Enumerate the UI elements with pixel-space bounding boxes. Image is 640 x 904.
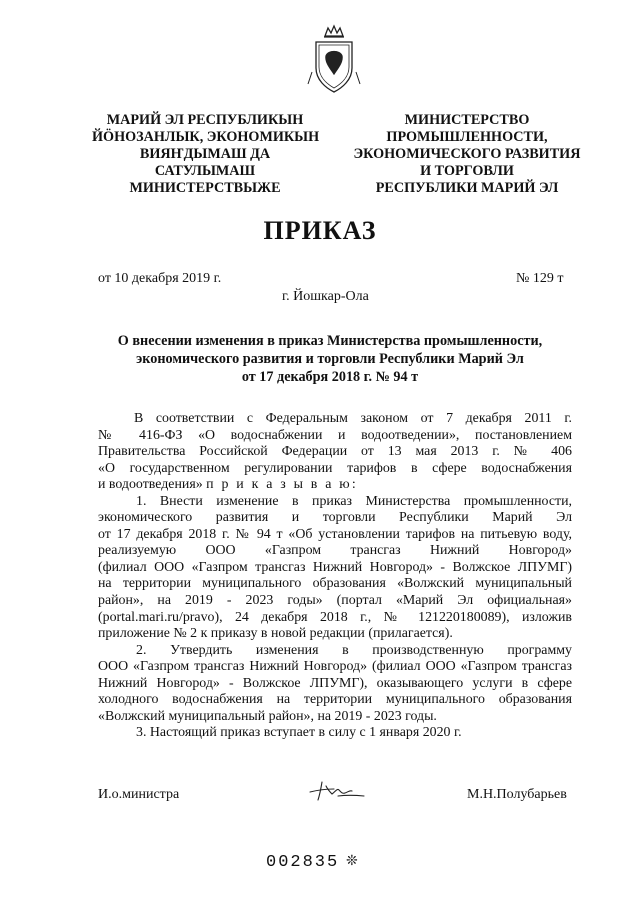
header-russian-line: МИНИСТЕРСТВО bbox=[404, 112, 530, 128]
item-1-line: на территории муниципального образования «Волжский муниципальный bbox=[98, 576, 572, 592]
item-2-line: Нижний Новгород» - Волжское ЛПУМГ), оказывающего услуги в сфере bbox=[98, 675, 572, 691]
header-marian-line: ВИЯҤДЫМАШ ДА bbox=[139, 146, 271, 162]
document-title: ПРИКАЗ bbox=[263, 216, 377, 245]
registration-mark: ❊ bbox=[346, 854, 358, 869]
document-body bbox=[98, 411, 572, 742]
item-2-line: 2. Утвердить изменения в производственную программу bbox=[136, 642, 572, 658]
body-line: № 416-ФЗ «О водоснабжении и водоотведении», постановлением bbox=[98, 427, 572, 443]
header-russian-line: ПРОМЫШЛЕННОСТИ, bbox=[386, 129, 548, 145]
body-line: «О государственном регулировании тарифов в сфере водоснабжения bbox=[98, 460, 572, 476]
header-russian-line: РЕСПУБЛИКИ МАРИЙ ЭЛ bbox=[375, 180, 559, 196]
header-russian-line: И ТОРГОВЛИ bbox=[420, 163, 514, 179]
header-marian-line: МАРИЙ ЭЛ РЕСПУБЛИКЫН bbox=[106, 112, 304, 128]
item-1-line: (филиал ООО «Газпром трансгаз Нижний Новгород» - Волжское ЛПУМГ) bbox=[98, 559, 572, 575]
header-russian-line: ЭКОНОМИЧЕСКОГО РАЗВИТИЯ bbox=[353, 146, 581, 162]
body-line-order bbox=[98, 477, 572, 494]
document-city: г. Йошкар-Ола bbox=[282, 289, 369, 304]
document-date: от 10 декабря 2019 г. bbox=[98, 271, 222, 286]
signatory-name: М.Н.Полубарьев bbox=[467, 787, 567, 802]
body-line: и водоотведения» bbox=[98, 477, 203, 493]
item-2-line: холодного водоснабжения на территории муниципального образования bbox=[98, 692, 572, 708]
order-word: п р и к а з ы в а ю: bbox=[206, 477, 358, 493]
header-marian-line: МИНИСТЕРСТВЫЖЕ bbox=[129, 180, 281, 196]
coat-of-arms-icon bbox=[304, 22, 364, 94]
registration-number: 002835 bbox=[266, 853, 340, 872]
header-marian-line: САТУЛЫМАШ bbox=[154, 163, 256, 179]
item-3-line: 3. Настоящий приказ вступает в силу с 1 января 2020 г. bbox=[136, 725, 462, 741]
item-1-line: экономического развития и торговли Республики Марий Эл bbox=[98, 510, 572, 526]
document-number: № 129 т bbox=[516, 271, 564, 286]
header-marian-line: ЙӦНОЗАНЛЫК, ЭКОНОМИКЫН bbox=[92, 129, 320, 145]
subject-line: экономического развития и торговли Республики Марий Эл bbox=[136, 351, 524, 367]
document-subject bbox=[90, 332, 570, 386]
signatory-position: И.о.министра bbox=[98, 787, 180, 802]
item-1-line: (portal.mari.ru/pravo), 24 декабря 2018 г., № 121220180089), изложив bbox=[98, 609, 572, 625]
header-marian bbox=[92, 112, 318, 197]
header-russian bbox=[352, 112, 582, 197]
item-1-line: 1. Внести изменение в приказ Министерства промышленности, bbox=[136, 493, 572, 509]
body-line: Правительства Российской Федерации от 13 мая 2013 г. № 406 bbox=[98, 444, 572, 460]
body-line: В соответствии с Федеральным законом от 7 декабря 2011 г. bbox=[134, 411, 572, 426]
item-1-line: район», на 2019 - 2023 годы» (портал «Марий Эл официальная» bbox=[98, 593, 572, 609]
subject-line: от 17 декабря 2018 г. № 94 т bbox=[241, 369, 419, 385]
item-1-line: от 17 декабря 2018 г. № 94 т «Об установлении тарифов на питьевую воду, bbox=[98, 526, 572, 542]
item-2-line: ООО «Газпром трансгаз Нижний Новгород» (филиал ООО «Газпром трансгаз bbox=[98, 659, 572, 675]
subject-line: О внесении изменения в приказ Министерства промышленности, bbox=[117, 333, 543, 349]
item-1-line: приложение № 2 к приказу в новой редакции (прилагается). bbox=[98, 626, 453, 642]
item-1-line: реализуемую ООО «Газпром трансгаз Нижний Новгород» bbox=[98, 543, 572, 559]
item-2-line: «Волжский муниципальный район», на 2019 - 2023 годы. bbox=[98, 708, 437, 724]
handwritten-signature bbox=[308, 778, 366, 802]
